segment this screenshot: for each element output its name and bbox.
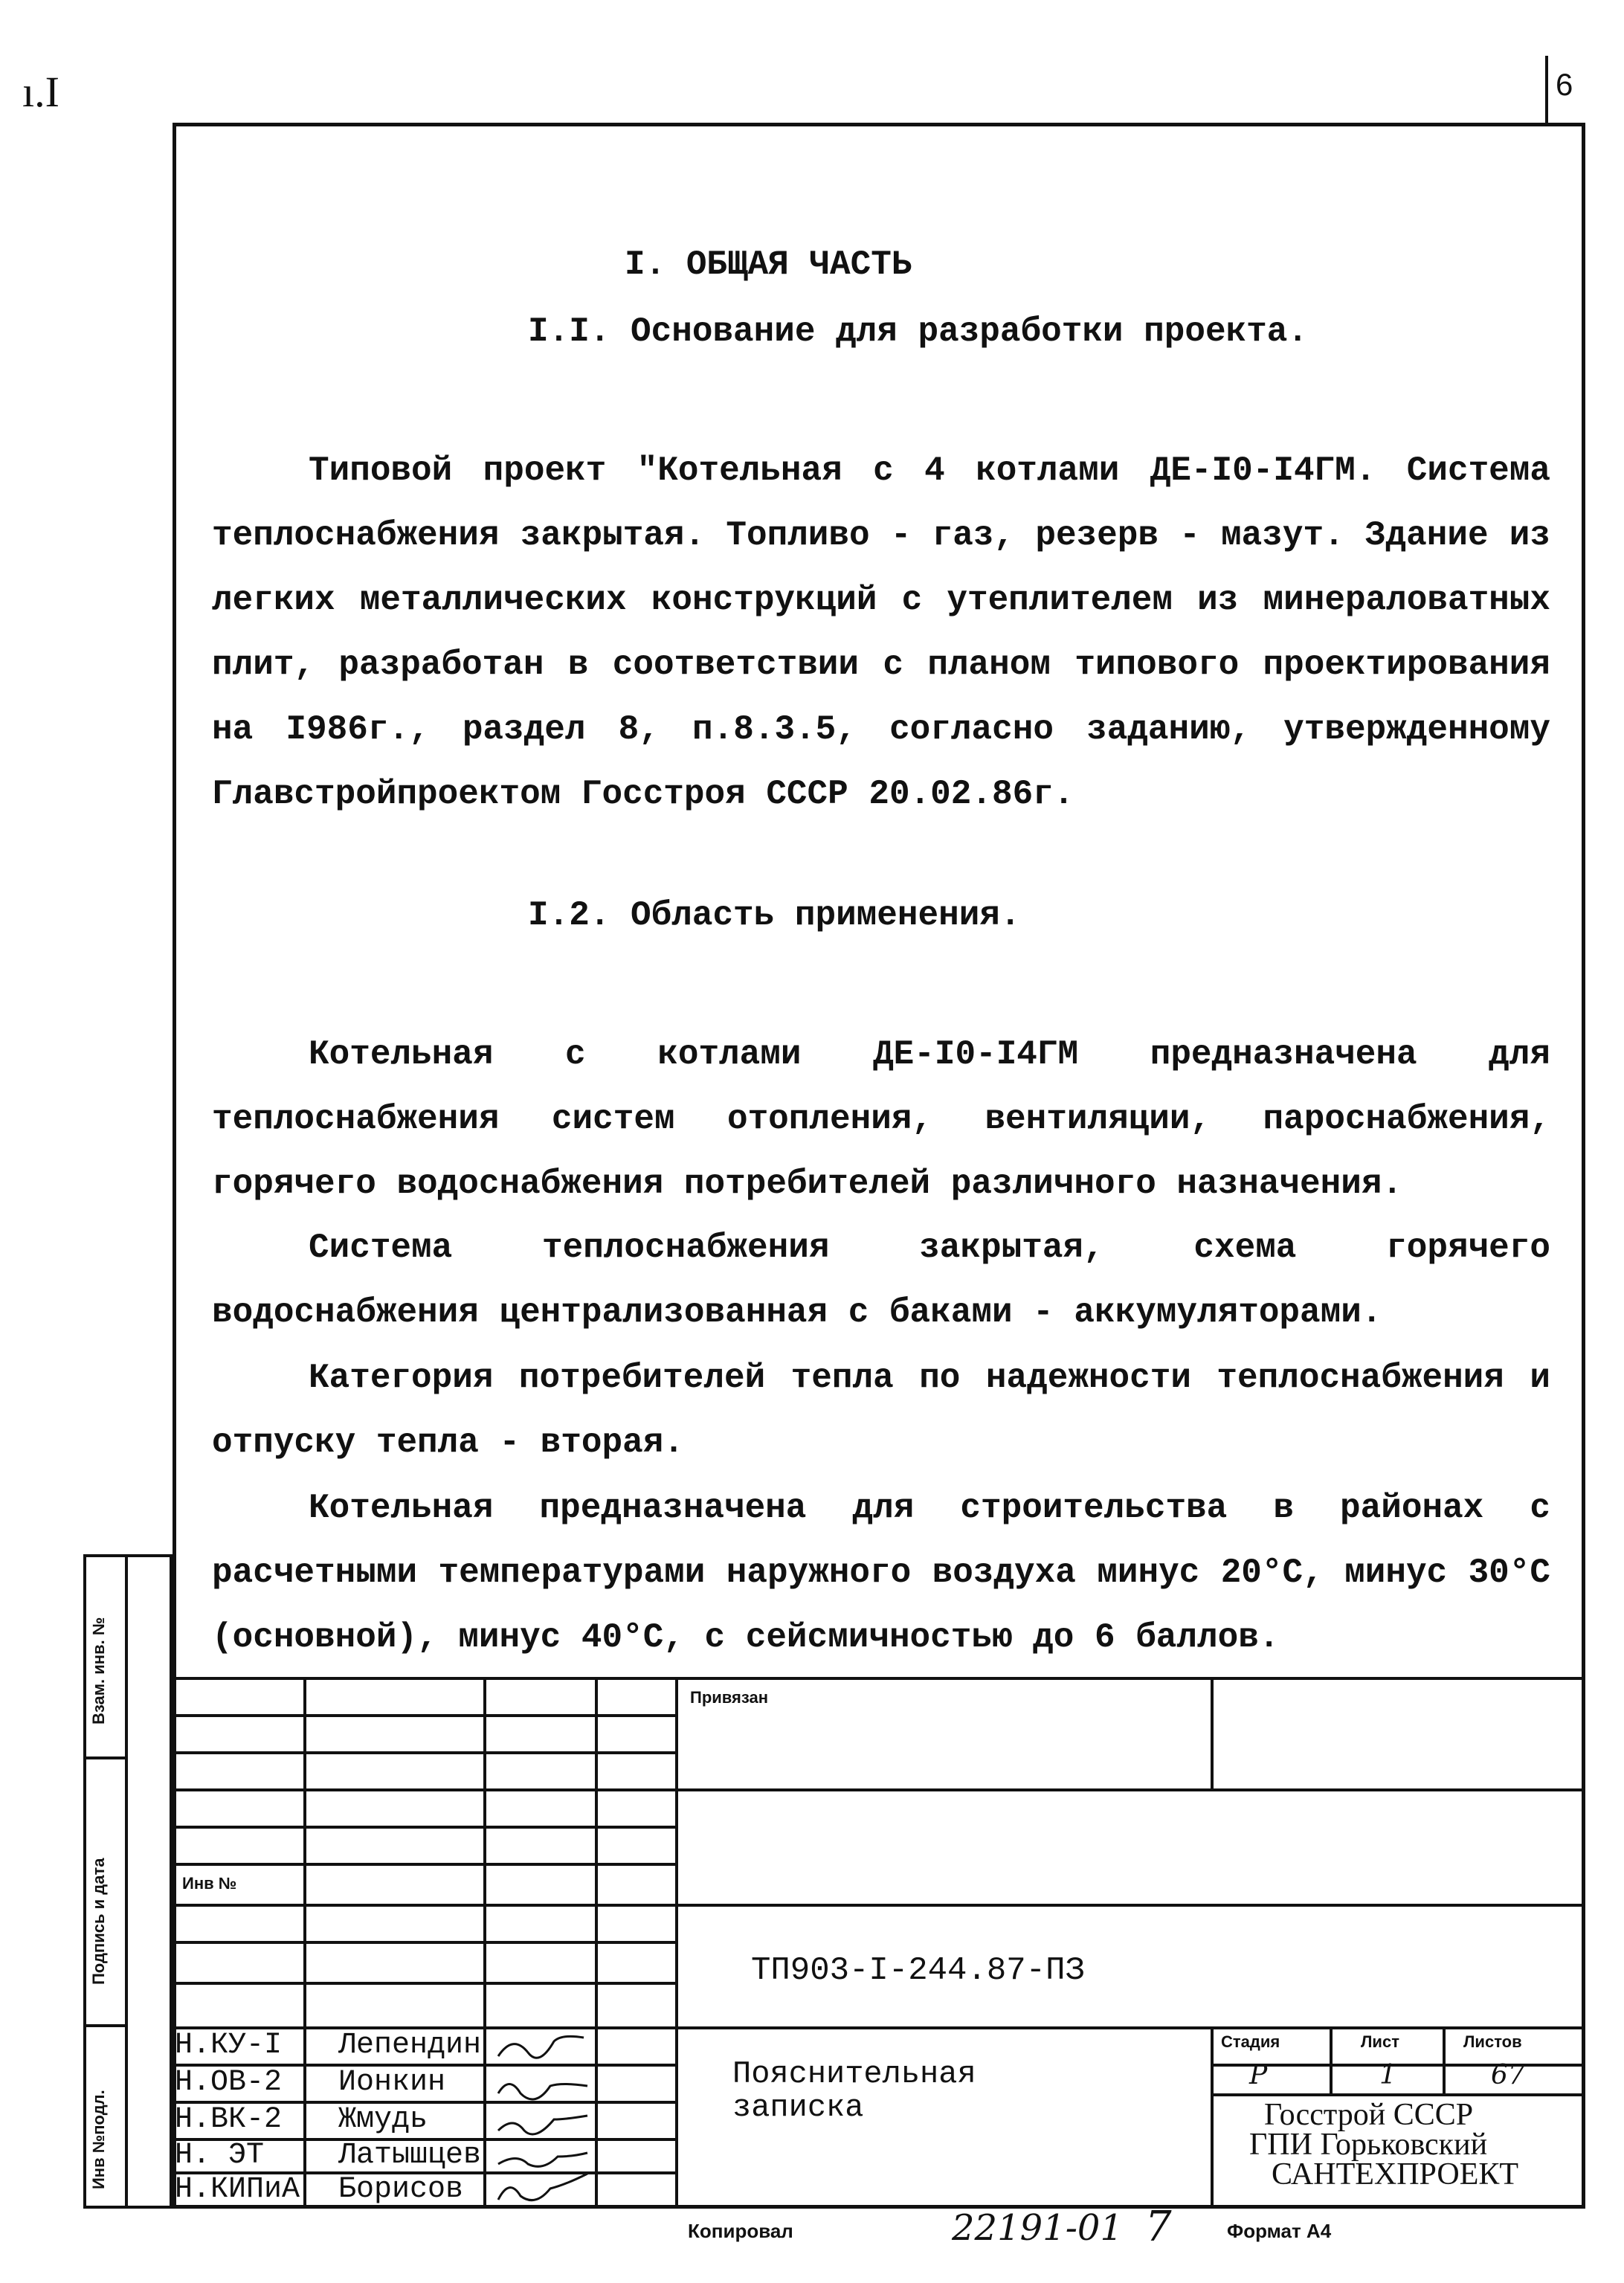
subsection-heading-1: I.I. Основание для разработки проекта. <box>528 312 1308 351</box>
stamp-col-line <box>1211 1677 1214 1788</box>
paragraph-basis: Типовой проект "Котельная с 4 котлами ДЕ-I0-I4ГМ. Система теплоснабжения закрытая. Топливо - газ, резерв - мазут. Здание из легких металлических конструкций с утеплителем из минераловатных плит, разработан в соответствии с планом типового проектирования на I986г., раздел 8, п.8.3.5, согласно заданию, утвержденному Главстройпроектом Госстроя СССР 20.02.86г. <box>212 451 1550 814</box>
org-line3: САНТЕХПРОЕКТ <box>1272 2157 1519 2192</box>
list-label: Лист <box>1361 2032 1399 2051</box>
side-stamp-column <box>83 1554 173 2209</box>
stamp-grid-line <box>173 1863 678 1866</box>
listov-label: Листов <box>1463 2032 1522 2051</box>
stamp-name: Борисов <box>338 2173 464 2206</box>
stadia-label: Стадия <box>1221 2032 1280 2051</box>
stamp-role: Н.КУ-I <box>175 2029 283 2062</box>
list-value: 1 <box>1379 2060 1396 2090</box>
page-number: 6 <box>1556 67 1573 102</box>
stamp-name: Лепендин <box>338 2029 482 2062</box>
signatures <box>491 2030 595 2209</box>
stamp-col-line <box>1211 2026 1214 2209</box>
side-label-inv: Инв №подл. <box>89 2090 108 2189</box>
copied-number: 22191-01 <box>952 2207 1123 2249</box>
stamp-grid-line <box>173 1982 678 1985</box>
stamp-top-line <box>173 1677 1585 1680</box>
corner-mark: ı.I <box>22 68 59 116</box>
doc-title-line1: Пояснительная <box>732 2056 976 2092</box>
stamp-grid-line <box>173 1904 1585 1907</box>
stamp-role: Н.ОВ-2 <box>175 2066 283 2099</box>
side-label-podpis: Подпись и дата <box>89 1858 108 1985</box>
doc-title-line2: записка <box>732 2090 864 2125</box>
stamp-grid-line <box>173 1788 1585 1791</box>
stamp-name: Жмудь <box>338 2103 428 2137</box>
stamp-role: Н.КИПиА <box>175 2173 300 2206</box>
stamp-name: Латышцев <box>338 2139 482 2172</box>
paragraph-purpose: Котельная с котлами ДЕ-I0-I4ГМ предназначена для теплоснабжения систем отопления, вентиляции, пароснабжения, горячего водоснабжения потребителей различного назначения. <box>212 1035 1550 1203</box>
side-label-vzam: Взам. инв. № <box>89 1617 108 1725</box>
stamp-col-line <box>483 1677 486 2209</box>
copied-label: Копировал <box>688 2220 793 2242</box>
stamp-name: Ионкин <box>338 2066 446 2099</box>
stamp-grid-line <box>1211 2093 1585 2096</box>
paragraph-heat-system: Система теплоснабжения закрытая, схема горячего водоснабжения централизованная с баками - аккумуляторами. <box>212 1229 1550 1332</box>
privyazan-label: Привязан <box>690 1688 769 1707</box>
paragraph-category: Категория потребителей тепла по надежности теплоснабжения и отпуску тепла - вторая. <box>212 1359 1550 1462</box>
stamp-grid-line <box>173 1941 678 1944</box>
paragraph-climate: Котельная предназначена для строительства в районах с расчетными температурами наружного воздуха минус 20°С, минус 30°С (основной), минус 40°С, с сейсмичностью до 6 баллов. <box>212 1489 1550 1657</box>
stamp-grid-line <box>173 1714 678 1717</box>
inv-no-label: Инв № <box>182 1874 237 1893</box>
stamp-col-line <box>1330 2026 1333 2093</box>
stamp-col-line <box>1443 2026 1446 2093</box>
stadia-value: Р <box>1249 2060 1268 2090</box>
section-heading: I. ОБЩАЯ ЧАСТЬ <box>625 245 912 284</box>
format-label: Формат А4 <box>1227 2220 1332 2242</box>
document-code: ТП903-I-244.87-ПЗ <box>751 1952 1085 1989</box>
stamp-grid-line <box>173 1751 678 1754</box>
stamp-col-line <box>303 1677 306 2209</box>
subsection-heading-2: I.2. Область применения. <box>528 896 1021 935</box>
stamp-role: Н.ВК-2 <box>175 2103 283 2137</box>
stamp-col-line <box>675 1677 678 2209</box>
listov-value: 67 <box>1491 2060 1525 2090</box>
page-number-divider <box>1545 56 1548 126</box>
org-line2: ГПИ Горьковский <box>1249 2128 1488 2162</box>
stamp-grid-line <box>173 1826 678 1829</box>
stamp-col-line <box>595 1677 598 2209</box>
copied-seq: 7 <box>1145 2203 1172 2251</box>
org-line1: Госстрой СССР <box>1264 2098 1474 2132</box>
stamp-role: Н. ЭТ <box>175 2139 265 2172</box>
